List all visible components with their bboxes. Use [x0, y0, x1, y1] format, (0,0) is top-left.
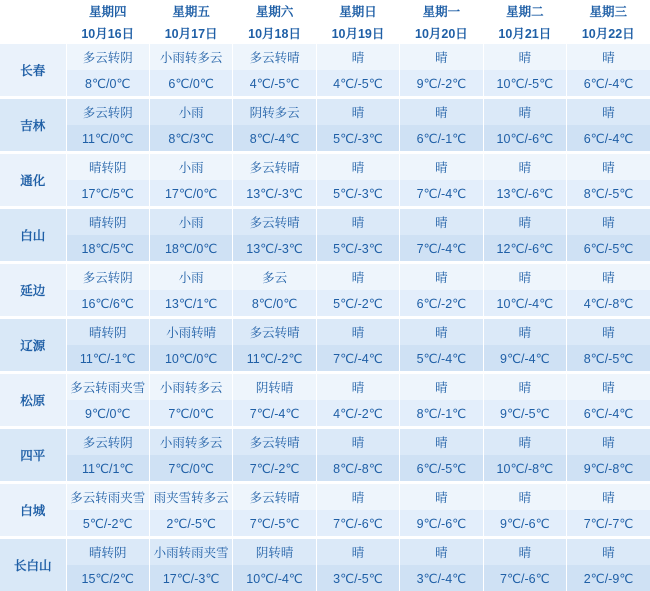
- temperature-cell: 6℃/-5℃: [567, 235, 650, 261]
- weather-cell: 晴: [400, 319, 483, 345]
- weather-cell: 多云转晴: [233, 44, 316, 70]
- temperature-cell: 5℃/-2℃: [66, 510, 149, 536]
- temperature-cell: 10℃/0℃: [149, 345, 232, 371]
- weather-cell: 雨夹雪转多云: [149, 484, 232, 510]
- weather-cell: 晴: [400, 209, 483, 235]
- date-header-6: 10月22日: [567, 22, 650, 44]
- weather-cell: 晴: [567, 374, 650, 400]
- weather-cell: 晴: [483, 374, 566, 400]
- weekday-header-2: 星期六: [233, 0, 316, 22]
- temperature-cell: 4℃/-8℃: [567, 290, 650, 316]
- temperature-cell: 8℃/-1℃: [400, 400, 483, 426]
- weather-cell: 晴: [567, 209, 650, 235]
- weekday-header-6: 星期三: [567, 0, 650, 22]
- weather-cell: 小雨转多云: [149, 44, 232, 70]
- weather-cell: 晴: [483, 429, 566, 455]
- weather-cell: 小雨: [149, 264, 232, 290]
- weather-cell: 阴转多云: [233, 99, 316, 125]
- temperature-cell: 10℃/-5℃: [483, 70, 566, 96]
- temperature-cell: 6℃/-1℃: [400, 125, 483, 151]
- temperature-cell: 8℃/0℃: [66, 70, 149, 96]
- weather-cell: 晴: [567, 44, 650, 70]
- weather-cell: 小雨: [149, 99, 232, 125]
- temperature-cell: 2℃/-9℃: [567, 565, 650, 591]
- temperature-cell: 7℃/-6℃: [483, 565, 566, 591]
- temperature-cell: 8℃/-5℃: [567, 345, 650, 371]
- temperature-cell: 8℃/0℃: [233, 290, 316, 316]
- table-row: [0, 484, 650, 510]
- temperature-cell: 10℃/-4℃: [233, 565, 316, 591]
- temperature-cell: 5℃/-2℃: [316, 290, 399, 316]
- temperature-cell: 6℃/-4℃: [567, 125, 650, 151]
- weather-cell: 多云转晴: [233, 484, 316, 510]
- table-row-temps: [0, 510, 650, 536]
- table-row: [0, 44, 650, 70]
- table-corner-date: [0, 22, 66, 44]
- weather-cell: 多云转晴: [233, 319, 316, 345]
- temperature-cell: 2℃/-5℃: [149, 510, 232, 536]
- table-row: [0, 319, 650, 345]
- date-header-4: 10月20日: [400, 22, 483, 44]
- weather-cell: 小雨转晴: [149, 319, 232, 345]
- weather-cell: 晴: [400, 99, 483, 125]
- temperature-cell: 8℃/-8℃: [316, 455, 399, 481]
- temperature-cell: 9℃/-6℃: [483, 510, 566, 536]
- temperature-cell: 4℃/-5℃: [233, 70, 316, 96]
- weather-cell: 多云转阴: [66, 429, 149, 455]
- table-row: [0, 539, 650, 565]
- temperature-cell: 5℃/-3℃: [316, 235, 399, 261]
- temperature-cell: 13℃/-3℃: [233, 235, 316, 261]
- table-row-temps: [0, 70, 650, 96]
- temperature-cell: 6℃/-5℃: [400, 455, 483, 481]
- city-label-辽源: 辽源: [0, 319, 66, 371]
- temperature-cell: 7℃/0℃: [149, 400, 232, 426]
- temperature-cell: 7℃/-4℃: [233, 400, 316, 426]
- weather-cell: 多云转雨夹雪: [66, 374, 149, 400]
- table-row: [0, 209, 650, 235]
- table-row: [0, 429, 650, 455]
- temperature-cell: 11℃/-1℃: [66, 345, 149, 371]
- temperature-cell: 7℃/-4℃: [400, 235, 483, 261]
- weather-cell: 多云转阴: [66, 264, 149, 290]
- weather-cell: 晴: [483, 209, 566, 235]
- table-row: [0, 154, 650, 180]
- weather-cell: 小雨: [149, 209, 232, 235]
- weather-cell: 晴: [567, 319, 650, 345]
- weather-cell: 晴: [483, 154, 566, 180]
- temperature-cell: 7℃/-5℃: [233, 510, 316, 536]
- temperature-cell: 9℃/-8℃: [567, 455, 650, 481]
- weather-cell: 小雨转多云: [149, 429, 232, 455]
- weather-cell: 小雨: [149, 154, 232, 180]
- city-label-长白山: 长白山: [0, 539, 66, 591]
- temperature-cell: 3℃/-4℃: [400, 565, 483, 591]
- temperature-cell: 17℃/5℃: [66, 180, 149, 206]
- date-header-1: 10月17日: [149, 22, 232, 44]
- temperature-cell: 7℃/-7℃: [567, 510, 650, 536]
- date-header-0: 10月16日: [66, 22, 149, 44]
- temperature-cell: 7℃/-2℃: [233, 455, 316, 481]
- temperature-cell: 13℃/-3℃: [233, 180, 316, 206]
- weather-cell: 晴: [567, 429, 650, 455]
- temperature-cell: 9℃/-4℃: [483, 345, 566, 371]
- table-row-temps: [0, 235, 650, 261]
- temperature-cell: 9℃/-2℃: [400, 70, 483, 96]
- temperature-cell: 8℃/-4℃: [233, 125, 316, 151]
- weather-cell: 晴: [400, 539, 483, 565]
- weather-cell: 晴: [316, 44, 399, 70]
- temperature-cell: 10℃/-6℃: [483, 125, 566, 151]
- temperature-cell: 7℃/-6℃: [316, 510, 399, 536]
- weather-cell: 阴转晴: [233, 539, 316, 565]
- weather-cell: 小雨转雨夹雪: [149, 539, 232, 565]
- table-row-temps: [0, 455, 650, 481]
- date-header-5: 10月21日: [483, 22, 566, 44]
- temperature-cell: 4℃/-5℃: [316, 70, 399, 96]
- weather-cell: 晴转阴: [66, 539, 149, 565]
- weather-cell: 多云转阴: [66, 44, 149, 70]
- weather-cell: 多云转阴: [66, 99, 149, 125]
- temperature-cell: 17℃/-3℃: [149, 565, 232, 591]
- table-row-temps: [0, 180, 650, 206]
- weekday-header-0: 星期四: [66, 0, 149, 22]
- temperature-cell: 16℃/6℃: [66, 290, 149, 316]
- temperature-cell: 5℃/-3℃: [316, 180, 399, 206]
- weekday-header-5: 星期二: [483, 0, 566, 22]
- temperature-cell: 10℃/-8℃: [483, 455, 566, 481]
- temperature-cell: 7℃/0℃: [149, 455, 232, 481]
- weather-cell: 晴: [567, 264, 650, 290]
- temperature-cell: 8℃/-5℃: [567, 180, 650, 206]
- city-label-长春: 长春: [0, 44, 66, 96]
- temperature-cell: 15℃/2℃: [66, 565, 149, 591]
- weekday-header-row: [0, 0, 650, 22]
- temperature-cell: 13℃/-6℃: [483, 180, 566, 206]
- weather-cell: 晴: [483, 44, 566, 70]
- table-row-temps: [0, 290, 650, 316]
- temperature-cell: 17℃/0℃: [149, 180, 232, 206]
- date-header-2: 10月18日: [233, 22, 316, 44]
- city-label-四平: 四平: [0, 429, 66, 481]
- weather-cell: 晴: [316, 319, 399, 345]
- temperature-cell: 6℃/0℃: [149, 70, 232, 96]
- weather-cell: 晴: [400, 429, 483, 455]
- weather-cell: 晴: [316, 264, 399, 290]
- weather-cell: 晴转阴: [66, 154, 149, 180]
- temperature-cell: 5℃/-3℃: [316, 125, 399, 151]
- temperature-cell: 6℃/-4℃: [567, 400, 650, 426]
- temperature-cell: 9℃/-6℃: [400, 510, 483, 536]
- weather-cell: 晴: [316, 539, 399, 565]
- weather-cell: 晴: [316, 154, 399, 180]
- temperature-cell: 12℃/-6℃: [483, 235, 566, 261]
- weather-cell: 晴: [316, 429, 399, 455]
- weather-cell: 多云转晴: [233, 209, 316, 235]
- temperature-cell: 3℃/-5℃: [316, 565, 399, 591]
- table-corner: [0, 0, 66, 22]
- temperature-cell: 10℃/-4℃: [483, 290, 566, 316]
- temperature-cell: 9℃/0℃: [66, 400, 149, 426]
- table-row-temps: [0, 125, 650, 151]
- table-row: [0, 99, 650, 125]
- temperature-cell: 18℃/0℃: [149, 235, 232, 261]
- weather-cell: 晴: [400, 154, 483, 180]
- temperature-cell: 11℃/0℃: [66, 125, 149, 151]
- weather-cell: 晴: [567, 539, 650, 565]
- table-row: [0, 264, 650, 290]
- weather-cell: 多云转晴: [233, 429, 316, 455]
- date-header-3: 10月19日: [316, 22, 399, 44]
- date-header-row: [0, 22, 650, 44]
- weather-cell: 阴转晴: [233, 374, 316, 400]
- weekday-header-4: 星期一: [400, 0, 483, 22]
- weather-cell: 晴: [400, 374, 483, 400]
- weather-cell: 小雨转多云: [149, 374, 232, 400]
- temperature-cell: 18℃/5℃: [66, 235, 149, 261]
- weather-cell: 晴: [316, 484, 399, 510]
- weather-cell: 晴: [483, 539, 566, 565]
- weather-cell: 晴: [400, 264, 483, 290]
- city-label-吉林: 吉林: [0, 99, 66, 151]
- temperature-cell: 7℃/-4℃: [316, 345, 399, 371]
- city-label-白城: 白城: [0, 484, 66, 536]
- weather-cell: 晴: [567, 99, 650, 125]
- city-label-延边: 延边: [0, 264, 66, 316]
- temperature-cell: 11℃/-2℃: [233, 345, 316, 371]
- table-row: [0, 374, 650, 400]
- weather-cell: 多云: [233, 264, 316, 290]
- weather-cell: 晴: [483, 99, 566, 125]
- temperature-cell: 6℃/-4℃: [567, 70, 650, 96]
- weekday-header-1: 星期五: [149, 0, 232, 22]
- temperature-cell: 4℃/-2℃: [316, 400, 399, 426]
- weather-cell: 晴转阴: [66, 319, 149, 345]
- weather-cell: 多云转雨夹雪: [66, 484, 149, 510]
- weather-cell: 晴: [316, 99, 399, 125]
- weather-cell: 晴: [483, 264, 566, 290]
- weather-cell: 晴: [567, 484, 650, 510]
- weather-cell: 多云转晴: [233, 154, 316, 180]
- city-label-白山: 白山: [0, 209, 66, 261]
- temperature-cell: 13℃/1℃: [149, 290, 232, 316]
- table-row-temps: [0, 565, 650, 591]
- city-label-松原: 松原: [0, 374, 66, 426]
- weather-cell: 晴: [316, 374, 399, 400]
- temperature-cell: 8℃/3℃: [149, 125, 232, 151]
- temperature-cell: 6℃/-2℃: [400, 290, 483, 316]
- temperature-cell: 7℃/-4℃: [400, 180, 483, 206]
- temperature-cell: 9℃/-5℃: [483, 400, 566, 426]
- weather-cell: 晴: [483, 484, 566, 510]
- temperature-cell: 5℃/-4℃: [400, 345, 483, 371]
- table-row-temps: [0, 400, 650, 426]
- weather-cell: 晴: [400, 44, 483, 70]
- table-row-temps: [0, 345, 650, 371]
- city-label-通化: 通化: [0, 154, 66, 206]
- temperature-cell: 11℃/1℃: [66, 455, 149, 481]
- weather-cell: 晴: [567, 154, 650, 180]
- weather-cell: 晴: [316, 209, 399, 235]
- weather-cell: 晴转阴: [66, 209, 149, 235]
- weather-cell: 晴: [400, 484, 483, 510]
- weather-cell: 晴: [483, 319, 566, 345]
- weekday-header-3: 星期日: [316, 0, 399, 22]
